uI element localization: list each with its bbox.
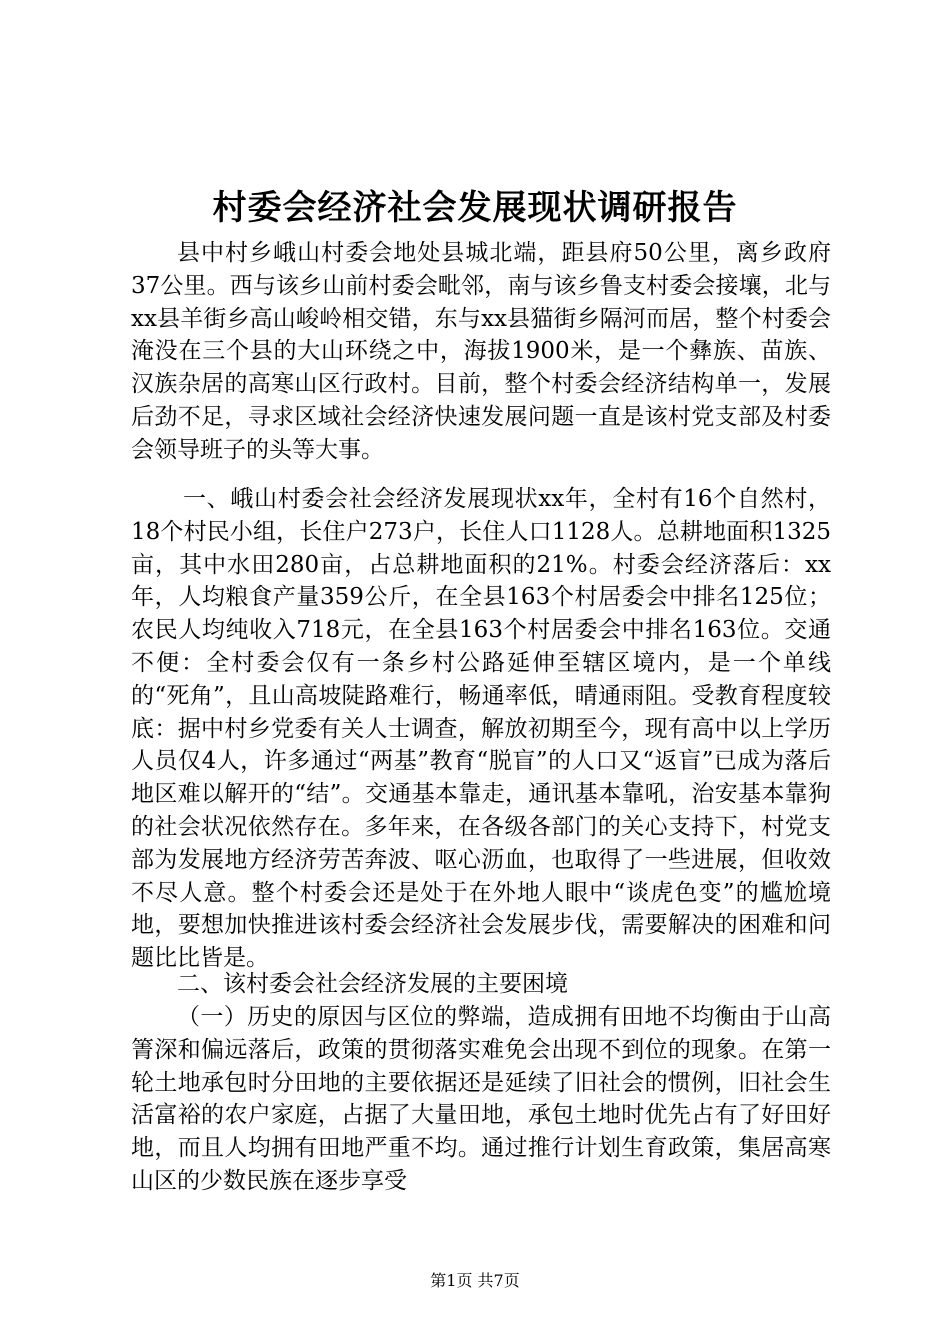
document-title: 村委会经济社会发展现状调研报告 [212, 188, 738, 228]
paragraph-section-2-heading: 二、该村委会社会经济发展的主要困境 [177, 971, 568, 997]
paragraph-section-1: 一、峨山村委会社会经济发展现状xx年，全村有16个自然村，18个村民小组，长住户273户，长住人口1128人。总耕地面积1325亩，其中水田280亩，占总耕地面积的21%。村委会经济落后：xx年，人均粮食产量359公斤，在全县163个村居委会中排名125位；农民人均纯收入718元，在全县163个村居委会中排名163位。交通不便：全村委会仅有一条乡村公路延伸至辖区境内，是一个单线的“死角”，且山高坡陡路难行，畅通率低，晴通雨阻。受教育程度较底：据中村乡党委有关人士调查，解放初期至今，现有高中以上学历人员仅4人，许多通过“两基”教育“脱盲”的人口又“返盲”已成为落后地区难以解开的“结”。交通基本靠走，通讯基本靠吼，治安基本靠狗的社会状况依然存在。多年来，在各级各部门的关心支持下，村党支部为发展地方经济劳苦奔波、呕心沥血，也取得了一些进展，但收效不尽人意。整个村委会还是处于在外地人眼中“谈虎色变”的尴尬境地，要想加快推进该村委会经济社会发展步伐，需要解决的困难和问题比比皆是。 [131, 486, 831, 972]
paragraph-section-2-1: （一）历史的原因与区位的弊端，造成拥有田地不均衡由于山高箐深和偏远落后，政策的贯彻落实难免会出现不到位的现象。在第一轮土地承包时分田地的主要依据还是延续了旧社会的惯例，旧社会生活富裕的农户家庭，占据了大量田地，承包土地时优先占有了好田好地，而且人均拥有田地严重不均。通过推行计划生育政策，集居高寒山区的少数民族在逐步享受 [131, 1004, 831, 1194]
page-number-footer: 第1页 共7页 [430, 1271, 520, 1290]
paragraph-intro: 县中村乡峨山村委会地处县城北端，距县府50公里，离乡政府37公里。西与该乡山前村委会毗邻，南与该乡鲁支村委会接壤，北与xx县羊街乡高山峻岭相交错，东与xx县猫街乡隔河而居，整个村委会淹没在三个县的大山环绕之中，海拔1900米，是一个彝族、苗族、汉族杂居的高寒山区行政村。目前，整个村委会经济结构单一，发展后劲不足，寻求区域社会经济快速发展问题一直是该村党支部及村委会领导班子的头等大事。 [131, 240, 831, 463]
